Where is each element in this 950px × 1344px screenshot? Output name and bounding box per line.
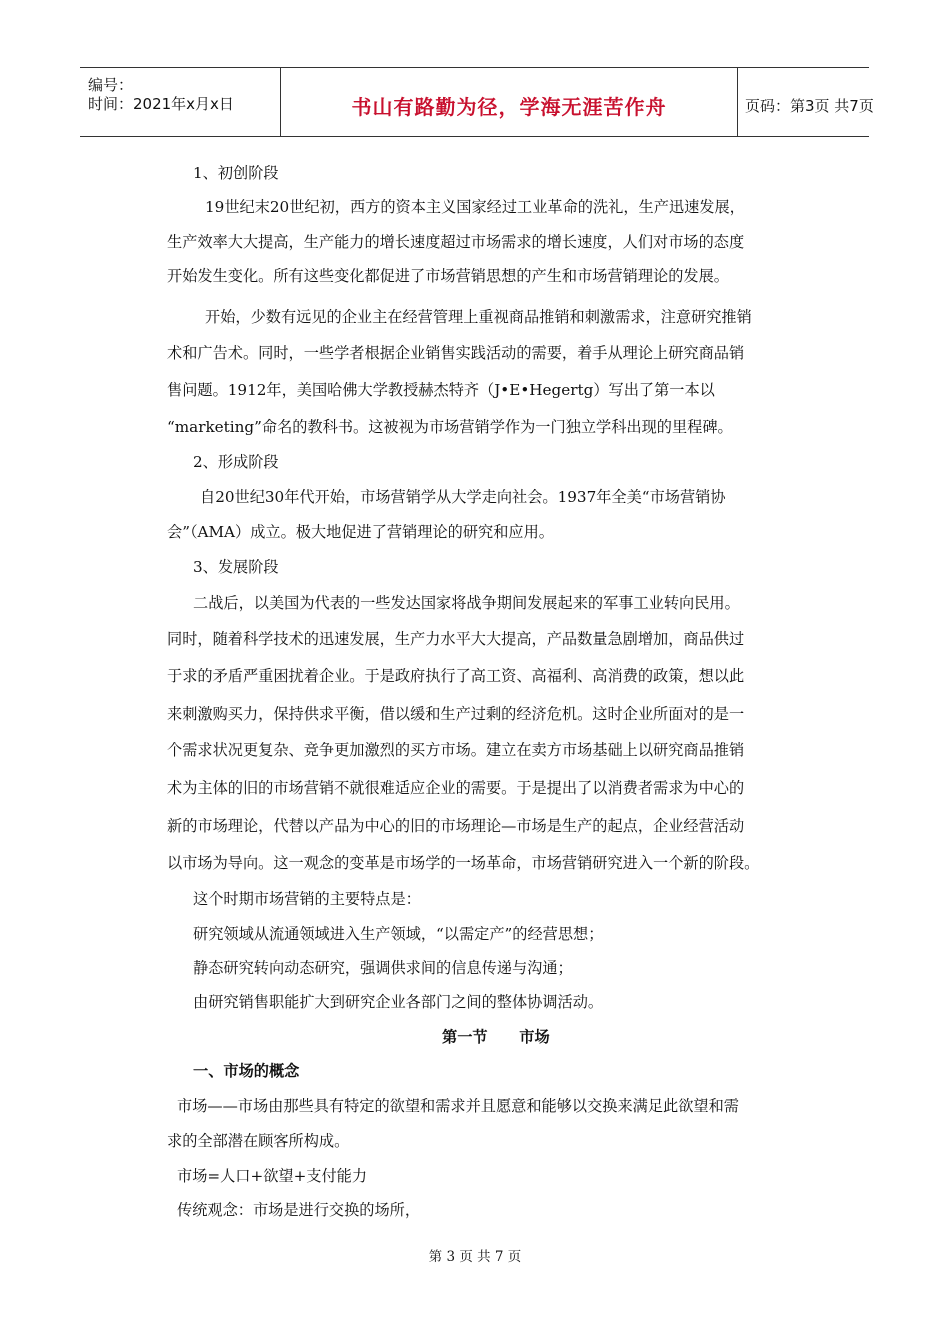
header-slogan: 书山有路勤为径，学海无涯苦作舟 [351, 95, 667, 119]
subsection-heading: 一、市场的概念 [193, 1062, 300, 1080]
list-item: 由研究销售职能扩大到研究企业各部门之间的整体协调活动。 [193, 993, 604, 1011]
paragraph-line: 同时，随着科学技术的迅速发展，生产力水平大大提高，产品数量急剧增加，商品供过 [167, 630, 745, 648]
paragraph-line: 市场——市场由那些具有特定的欲望和需求并且愿意和能够以交换来满足此欲望和需 [177, 1097, 739, 1115]
paragraph-line: 生产效率大大提高，生产能力的增长速度超过市场需求的增长速度，人们对市场的态度 [167, 233, 745, 251]
document-date-label: 时间：2021年x月x日 [88, 95, 234, 113]
list-item: 静态研究转向动态研究，强调供求间的信息传递与沟通； [193, 959, 573, 977]
paragraph-line: 求的全部潜在顾客所构成。 [167, 1132, 350, 1150]
header-slogan-cell [280, 68, 738, 136]
paragraph-line: “marketing”命名的教科书。这被视为市场营销学作为一门独立学科出现的里程碑。 [167, 418, 733, 436]
paragraph-line: 开始发生变化。所有这些变化都促进了市场营销思想的产生和市场营销理论的发展。 [167, 267, 729, 285]
section-heading: 3、发展阶段 [193, 558, 279, 576]
paragraph-line: 19世纪末20世纪初，西方的资本主义国家经过工业革命的洗礼，生产迅速发展， [205, 198, 745, 216]
paragraph-line: 术为主体的旧的市场营销不就很难适应企业的需要。于是提出了以消费者需求为中心的 [167, 779, 745, 797]
header-left-cell [80, 68, 280, 136]
page-header [80, 67, 874, 137]
paragraph-line: 自20世纪30年代开始，市场营销学从大学走向社会。1937年全美“市场营销协 [200, 488, 726, 506]
paragraph-line: 来刺激购买力，保持供求平衡，借以缓和生产过剩的经济危机。这时企业所面对的是一 [167, 705, 745, 723]
formula-line: 市场=人口+欲望+支付能力 [177, 1167, 368, 1185]
paragraph-line: 以市场为导向。这一观念的变革是市场学的一场革命，市场营销研究进入一个新的阶段。 [167, 854, 760, 872]
chapter-section-title: 第一节 市场 [442, 1028, 550, 1046]
paragraph-line: 会”（AMA）成立。极大地促进了营销理论的研究和应用。 [167, 523, 554, 541]
list-intro: 这个时期市场营销的主要特点是： [193, 890, 421, 908]
paragraph-line: 传统观念：市场是进行交换的场所， [177, 1201, 420, 1219]
paragraph-line: 术和广告术。同时，一些学者根据企业销售实践活动的需要，着手从理论上研究商品销 [167, 344, 745, 362]
document-number-label: 编号： [88, 76, 134, 94]
page-footer: 第 3 页 共 7 页 [428, 1249, 522, 1265]
list-item: 研究领域从流通领域进入生产领域，“以需定产”的经营思想； [193, 925, 604, 943]
section-heading: 2、形成阶段 [193, 453, 279, 471]
paragraph-line: 个需求状况更复杂、竞争更加激烈的买方市场。建立在卖方市场基础上以研究商品推销 [167, 741, 745, 759]
paragraph-line: 于求的矛盾严重困扰着企业。于是政府执行了高工资、高福利、高消费的政策，想以此 [167, 667, 745, 685]
paragraph-line: 新的市场理论，代替以产品为中心的旧的市场理论—市场是生产的起点，企业经营活动 [167, 817, 745, 835]
paragraph-line: 二战后，以美国为代表的一些发达国家将战争期间发展起来的军事工业转向民用。 [193, 594, 740, 612]
header-right-cell [737, 68, 874, 136]
paragraph-line: 开始，少数有远见的企业主在经营管理上重视商品推销和刺激需求，注意研究推销 [205, 308, 752, 326]
paragraph-line: 售问题。1912年，美国哈佛大学教授赫杰特齐（J•E•Hegertg）写出了第一本以 [167, 381, 715, 399]
header-page-code: 页码：第3页 共7页 [745, 97, 874, 115]
section-heading: 1、初创阶段 [193, 164, 279, 182]
